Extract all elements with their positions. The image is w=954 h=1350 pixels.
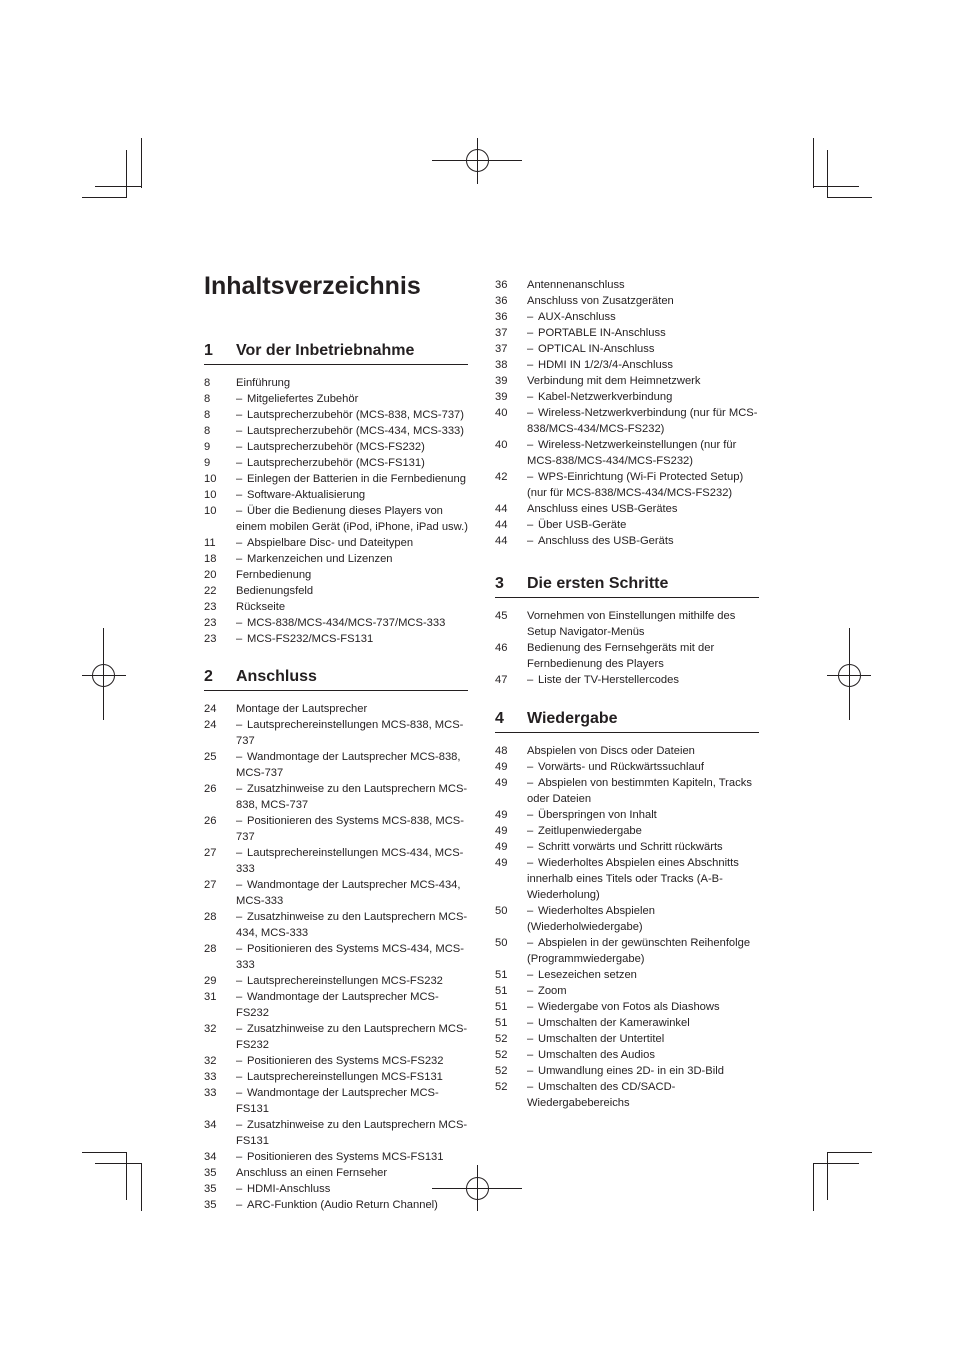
toc-entry-page: 49 (495, 809, 508, 821)
toc-entry-page: 45 (495, 610, 508, 622)
toc-entry-page: 52 (495, 1033, 508, 1045)
section-title: Vor der Inbetriebnahme (236, 342, 415, 359)
toc-entry-text: – Positionieren des Systems MCS-FS131 (236, 1149, 468, 1165)
toc-entry-page: 38 (495, 359, 508, 371)
toc-entry[interactable] (495, 743, 759, 759)
toc-entry[interactable] (204, 1117, 468, 1149)
toc-entry-page: 52 (495, 1065, 508, 1077)
toc-entry[interactable] (495, 357, 759, 373)
toc-entry-text: – PORTABLE IN-Anschluss (527, 325, 759, 341)
toc-entry-text: – Lautsprecherzubehör (MCS-FS232) (236, 439, 468, 455)
crop-mark-bottom-right-v (827, 1152, 828, 1200)
toc-entry[interactable] (495, 903, 759, 935)
toc-entry[interactable] (495, 1015, 759, 1031)
toc-entry[interactable] (204, 1165, 468, 1181)
toc-entry-text: – MCS-838/MCS-434/MCS-737/MCS-333 (236, 615, 468, 631)
toc-entry-text: – Liste der TV-Herstellercodes (527, 672, 759, 688)
section-number: 3 (495, 575, 504, 592)
toc-entry[interactable] (204, 1181, 468, 1197)
toc-entry-page: 44 (495, 535, 508, 547)
toc-entry-page: 52 (495, 1049, 508, 1061)
toc-entry-text: – Zusatzhinweise zu den Lautsprechern MCS-838, MCS-737 (236, 781, 468, 813)
toc-entry[interactable] (495, 405, 759, 437)
toc-entry[interactable] (204, 455, 468, 471)
toc-entry-page: 18 (204, 553, 217, 565)
toc-entry[interactable] (204, 391, 468, 407)
toc-entry-page: 34 (204, 1119, 217, 1131)
toc-section-1 (204, 340, 468, 647)
toc-entry-text: – Zeitlupenwiedergabe (527, 823, 759, 839)
toc-entry[interactable] (204, 423, 468, 439)
toc-entry-page: 33 (204, 1087, 217, 1099)
toc-entry-text: – Lautsprechereinstellungen MCS-838, MCS-737 (236, 717, 468, 749)
toc-entry-text: – Lautsprecherzubehör (MCS-838, MCS-737) (236, 407, 468, 423)
toc-entry-text: – Umschalten des Audios (527, 1047, 759, 1063)
toc-entry-text: Anschluss an einen Fernseher (236, 1167, 388, 1179)
crop-mark-bottom-left-v (126, 1152, 127, 1200)
toc-entry-page: 9 (204, 441, 211, 453)
toc-entry-text: – Lautsprecherzubehör (MCS-434, MCS-333) (236, 423, 468, 439)
toc-section-3 (495, 573, 759, 688)
toc-entry[interactable] (495, 277, 759, 293)
toc-entry-page: 36 (495, 311, 508, 323)
toc-entry-page: 39 (495, 391, 508, 403)
toc-entry-page: 51 (495, 1017, 508, 1029)
crop-mark-bottom-right-h (827, 1152, 872, 1153)
toc-entry-text: – AUX-Anschluss (527, 309, 759, 325)
toc-entry-text: – Software-Aktualisierung (236, 487, 468, 503)
toc-entry[interactable] (204, 1021, 468, 1053)
toc-entry-page: 35 (204, 1183, 217, 1195)
toc-entry[interactable] (495, 373, 759, 389)
section-number: 2 (204, 668, 213, 685)
crop-mark-bottom-right-v2 (813, 1163, 814, 1211)
toc-entry[interactable] (495, 999, 759, 1015)
crop-mark-top-left-v (141, 138, 142, 188)
toc-entry[interactable] (204, 407, 468, 423)
toc-entry-text: – HDMI IN 1/2/3/4-Anschluss (527, 357, 759, 373)
toc-entry-page: 10 (204, 505, 217, 517)
toc-entry-page: 35 (204, 1167, 217, 1179)
toc-entry[interactable] (204, 909, 468, 941)
toc-entry-page: 40 (495, 407, 508, 419)
toc-entry-page: 24 (204, 703, 217, 715)
crop-mark-bottom-left-h2 (95, 1163, 142, 1164)
toc-entry[interactable] (495, 640, 759, 672)
toc-entry[interactable] (495, 855, 759, 903)
section-title: Wiedergabe (527, 710, 618, 727)
toc-entry[interactable] (204, 471, 468, 487)
toc-entry-text: – Umschalten des CD/SACD-Wiedergabebereichs (527, 1079, 759, 1111)
toc-entry[interactable] (495, 807, 759, 823)
toc-entry[interactable] (204, 717, 468, 749)
toc-entry-page: 23 (204, 617, 217, 629)
section-heading (204, 340, 468, 365)
toc-entry-page: 37 (495, 327, 508, 339)
toc-entry-page: 36 (495, 295, 508, 307)
toc-entry-text: Bedienung des Fernsehgeräts mit der Fernbedienung des Players (527, 642, 715, 670)
section-title: Anschluss (236, 668, 317, 685)
toc-entries (204, 701, 468, 1213)
toc-entries (495, 277, 759, 549)
toc-entry-text: – Wandmontage der Lautsprecher MCS-838, MCS-737 (236, 749, 468, 781)
toc-entry-page: 52 (495, 1081, 508, 1093)
toc-entry-page: 44 (495, 503, 508, 515)
toc-entry-page: 23 (204, 633, 217, 645)
section-number: 4 (495, 710, 504, 727)
toc-entry-text: Anschluss von Zusatzgeräten (527, 295, 674, 307)
toc-entry-text: – Zoom (527, 983, 759, 999)
toc-entry-text: – Anschluss des USB-Geräts (527, 533, 759, 549)
toc-entry[interactable] (495, 1047, 759, 1063)
toc-entry-text: – ARC-Funktion (Audio Return Channel) (236, 1197, 468, 1213)
toc-entry[interactable] (204, 845, 468, 877)
toc-entry[interactable] (204, 1069, 468, 1085)
section-heading (495, 708, 759, 733)
toc-entry-text: – Wiedergabe von Fotos als Diashows (527, 999, 759, 1015)
toc-entries (495, 743, 759, 1111)
toc-entry[interactable] (204, 1197, 468, 1213)
toc-entry-text: – Über die Bedienung dieses Players von einem mobilen Gerät (iPod, iPhone, iPad usw.) (236, 503, 468, 535)
toc-entry-text: – Lesezeichen setzen (527, 967, 759, 983)
toc-entry-text: – Mitgeliefertes Zubehör (236, 391, 468, 407)
toc-entry[interactable] (204, 439, 468, 455)
toc-entry-text: – Wiederholtes Abspielen (Wiederholwiedergabe) (527, 903, 759, 935)
crop-mark-bottom-right-h2 (813, 1163, 859, 1164)
toc-entry-text: – Lautsprecherzubehör (MCS-FS131) (236, 455, 468, 471)
toc-entry-page: 39 (495, 375, 508, 387)
toc-entry-page: 50 (495, 937, 508, 949)
toc-section-4 (495, 708, 759, 1111)
crop-mark-top-right-h2 (827, 197, 872, 198)
toc-entry[interactable] (495, 325, 759, 341)
toc-entry[interactable] (495, 389, 759, 405)
toc-entry-page: 49 (495, 841, 508, 853)
registration-bottom-circle (466, 1177, 489, 1200)
toc-entry[interactable] (204, 567, 468, 583)
toc-entries (204, 375, 468, 647)
toc-entry-text: – Zusatzhinweise zu den Lautsprechern MCS-FS232 (236, 1021, 468, 1053)
toc-entry-text: – Abspielen in der gewünschten Reihenfolge (Programmwiedergabe) (527, 935, 759, 967)
toc-entry-page: 29 (204, 975, 217, 987)
toc-entry-page: 32 (204, 1055, 217, 1067)
toc-entry-page: 22 (204, 585, 217, 597)
toc-entry-page: 8 (204, 425, 211, 437)
toc-entry-page: 10 (204, 473, 217, 485)
toc-entry-page: 31 (204, 991, 217, 1003)
toc-entry[interactable] (204, 615, 468, 631)
toc-entry-page: 28 (204, 943, 217, 955)
toc-entry-page: 34 (204, 1151, 217, 1163)
toc-entry-text: – Umschalten der Untertitel (527, 1031, 759, 1047)
toc-entry[interactable] (495, 608, 759, 640)
toc-entry-page: 40 (495, 439, 508, 451)
toc-entry-text: Bedienungsfeld (236, 585, 314, 597)
toc-entry-text: Vornehmen von Einstellungen mithilfe des Setup Navigator-Menüs (527, 610, 736, 638)
toc-entry[interactable] (495, 1079, 759, 1111)
toc-entry-page: 23 (204, 601, 217, 613)
toc-entry-page: 10 (204, 489, 217, 501)
toc-entry-page: 20 (204, 569, 217, 581)
toc-entry-page: 26 (204, 815, 217, 827)
toc-entry-text: – Lautsprechereinstellungen MCS-434, MCS-333 (236, 845, 468, 877)
toc-entry-page: 47 (495, 674, 508, 686)
crop-mark-top-left-h (95, 186, 142, 187)
toc-section-2-continued (495, 277, 759, 549)
toc-entry[interactable] (204, 551, 468, 567)
toc-entry-page: 44 (495, 519, 508, 531)
toc-entry[interactable] (204, 631, 468, 647)
registration-top-circle (466, 149, 489, 172)
toc-entry[interactable] (495, 309, 759, 325)
toc-entry-text: – Zusatzhinweise zu den Lautsprechern MCS-434, MCS-333 (236, 909, 468, 941)
registration-left-circle (92, 664, 115, 687)
toc-entry-text: – Wandmontage der Lautsprecher MCS-FS131 (236, 1085, 468, 1117)
toc-entry-text: – Umschalten der Kamerawinkel (527, 1015, 759, 1031)
toc-entry[interactable] (495, 983, 759, 999)
page-title: Inhaltsverzeichnis (204, 272, 421, 300)
toc-entry-page: 26 (204, 783, 217, 795)
toc-entry-page: 9 (204, 457, 211, 469)
toc-entry-text: – OPTICAL IN-Anschluss (527, 341, 759, 357)
toc-entry-text: – Wandmontage der Lautsprecher MCS-434, MCS-333 (236, 877, 468, 909)
registration-right-circle (838, 664, 861, 687)
toc-entry-page: 11 (204, 537, 216, 549)
toc-entry[interactable] (204, 1149, 468, 1165)
toc-entry[interactable] (204, 701, 468, 717)
toc-entry[interactable] (495, 501, 759, 517)
toc-entry-text: – Markenzeichen und Lizenzen (236, 551, 468, 567)
toc-entry[interactable] (204, 535, 468, 551)
section-title: Die ersten Schritte (527, 575, 669, 592)
toc-entry-text: – Wireless-Netzwerkverbindung (nur für MCS-838/MCS-434/MCS-FS232) (527, 405, 759, 437)
toc-entry-text: – Wiederholtes Abspielen eines Abschnitts innerhalb eines Titels oder Tracks (A-B-Wiederholung) (527, 855, 759, 903)
toc-entry[interactable] (495, 839, 759, 855)
toc-entry-text: Antennenanschluss (527, 279, 625, 291)
toc-entry-text: – Schritt vorwärts und Schritt rückwärts (527, 839, 759, 855)
toc-entry-text: – HDMI-Anschluss (236, 1181, 468, 1197)
toc-entry[interactable] (495, 1031, 759, 1047)
toc-entry-page: 37 (495, 343, 508, 355)
toc-entry-text: – Positionieren des Systems MCS-434, MCS-333 (236, 941, 468, 973)
toc-entry-text: Einführung (236, 377, 291, 389)
toc-entry-text: – Positionieren des Systems MCS-FS232 (236, 1053, 468, 1069)
section-heading (204, 666, 468, 691)
toc-entry-text: Abspielen von Discs oder Dateien (527, 745, 695, 757)
toc-entry-text: Fernbedienung (236, 569, 312, 581)
toc-entry-text: – Einlegen der Batterien in die Fernbedienung (236, 471, 468, 487)
crop-mark-top-right-v2 (827, 150, 828, 198)
toc-entry-page: 25 (204, 751, 217, 763)
crop-mark-top-left-h2 (82, 197, 127, 198)
section-number: 1 (204, 342, 213, 359)
crop-mark-bottom-left-v2 (141, 1163, 142, 1211)
toc-entry-page: 32 (204, 1023, 217, 1035)
toc-entry-text: – Wireless-Netzwerkeinstellungen (nur für MCS-838/MCS-434/MCS-FS232) (527, 437, 759, 469)
toc-entry[interactable] (204, 813, 468, 845)
toc-entry-page: 24 (204, 719, 217, 731)
toc-entry-page: 51 (495, 1001, 508, 1013)
toc-entry[interactable] (204, 749, 468, 781)
toc-section-2 (204, 666, 468, 1213)
toc-entries (495, 608, 759, 688)
toc-entry[interactable] (204, 973, 468, 989)
toc-entry-text: – Überspringen von Inhalt (527, 807, 759, 823)
toc-entry-text: – Vorwärts- und Rückwärtssuchlauf (527, 759, 759, 775)
toc-entry-text: – Lautsprechereinstellungen MCS-FS232 (236, 973, 468, 989)
toc-entry[interactable] (204, 1085, 468, 1117)
crop-mark-top-right-v (813, 138, 814, 188)
toc-entry-page: 51 (495, 985, 508, 997)
toc-entry[interactable] (204, 503, 468, 535)
toc-entry[interactable] (204, 877, 468, 909)
toc-entry-text: Rückseite (236, 601, 286, 613)
toc-entry[interactable] (204, 1053, 468, 1069)
toc-entry-text: – Über USB-Geräte (527, 517, 759, 533)
toc-entry-text: Verbindung mit dem Heimnetzwerk (527, 375, 701, 387)
section-heading (495, 573, 759, 598)
toc-entry[interactable] (495, 935, 759, 967)
toc-entry-page: 27 (204, 847, 217, 859)
toc-entry-text: – Zusatzhinweise zu den Lautsprechern MCS-FS131 (236, 1117, 468, 1149)
toc-entry-page: 49 (495, 825, 508, 837)
crop-mark-top-left-v2 (126, 150, 127, 198)
toc-entry-page: 46 (495, 642, 508, 654)
toc-entry[interactable] (204, 583, 468, 599)
toc-entry[interactable] (495, 823, 759, 839)
toc-entry[interactable] (204, 487, 468, 503)
toc-entry-page: 51 (495, 969, 508, 981)
toc-entry[interactable] (495, 533, 759, 549)
crop-mark-top-right-h (813, 186, 859, 187)
toc-entry-page: 28 (204, 911, 217, 923)
toc-entry[interactable] (495, 1063, 759, 1079)
toc-entry-text: – Positionieren des Systems MCS-838, MCS-737 (236, 813, 468, 845)
toc-entry-page: 35 (204, 1199, 217, 1211)
toc-entry[interactable] (495, 759, 759, 775)
toc-entry-page: 48 (495, 745, 508, 757)
toc-entry[interactable] (204, 941, 468, 973)
toc-entry[interactable] (495, 469, 759, 501)
crop-mark-bottom-left-h (82, 1152, 127, 1153)
toc-entry-text: – Wandmontage der Lautsprecher MCS-FS232 (236, 989, 468, 1021)
toc-entry[interactable] (204, 989, 468, 1021)
toc-entry-page: 49 (495, 761, 508, 773)
toc-entry-page: 42 (495, 471, 508, 483)
toc-entry-page: 50 (495, 905, 508, 917)
toc-entry-page: 8 (204, 377, 211, 389)
toc-entry-page: 8 (204, 409, 211, 421)
toc-entry-text: – Abspielen von bestimmten Kapiteln, Tracks oder Dateien (527, 775, 759, 807)
toc-entry-page: 27 (204, 879, 217, 891)
toc-entry-page: 49 (495, 777, 508, 789)
toc-entry[interactable] (495, 517, 759, 533)
toc-entry[interactable] (495, 775, 759, 807)
toc-entry-text: – Kabel-Netzwerkverbindung (527, 389, 759, 405)
toc-entry[interactable] (204, 781, 468, 813)
toc-entry-page: 49 (495, 857, 508, 869)
toc-entry[interactable] (495, 437, 759, 469)
toc-entry-text: Montage der Lautsprecher (236, 703, 368, 715)
toc-entry-text: – WPS-Einrichtung (Wi-Fi Protected Setup) (nur für MCS-838/MCS-434/MCS-FS232) (527, 469, 759, 501)
toc-entry-text: – Lautsprechereinstellungen MCS-FS131 (236, 1069, 468, 1085)
toc-entry[interactable] (204, 599, 468, 615)
toc-entry[interactable] (495, 293, 759, 309)
toc-entry[interactable] (204, 375, 468, 391)
toc-entry[interactable] (495, 341, 759, 357)
toc-entry[interactable] (495, 967, 759, 983)
toc-entry-text: Anschluss eines USB-Gerätes (527, 503, 678, 515)
toc-entry-text: – MCS-FS232/MCS-FS131 (236, 631, 468, 647)
toc-entry-page: 33 (204, 1071, 217, 1083)
toc-entry-page: 36 (495, 279, 508, 291)
toc-entry-page: 8 (204, 393, 211, 405)
toc-entry-text: – Umwandlung eines 2D- in ein 3D-Bild (527, 1063, 759, 1079)
toc-entry[interactable] (495, 672, 759, 688)
toc-entry-text: – Abspielbare Disc- und Dateitypen (236, 535, 468, 551)
